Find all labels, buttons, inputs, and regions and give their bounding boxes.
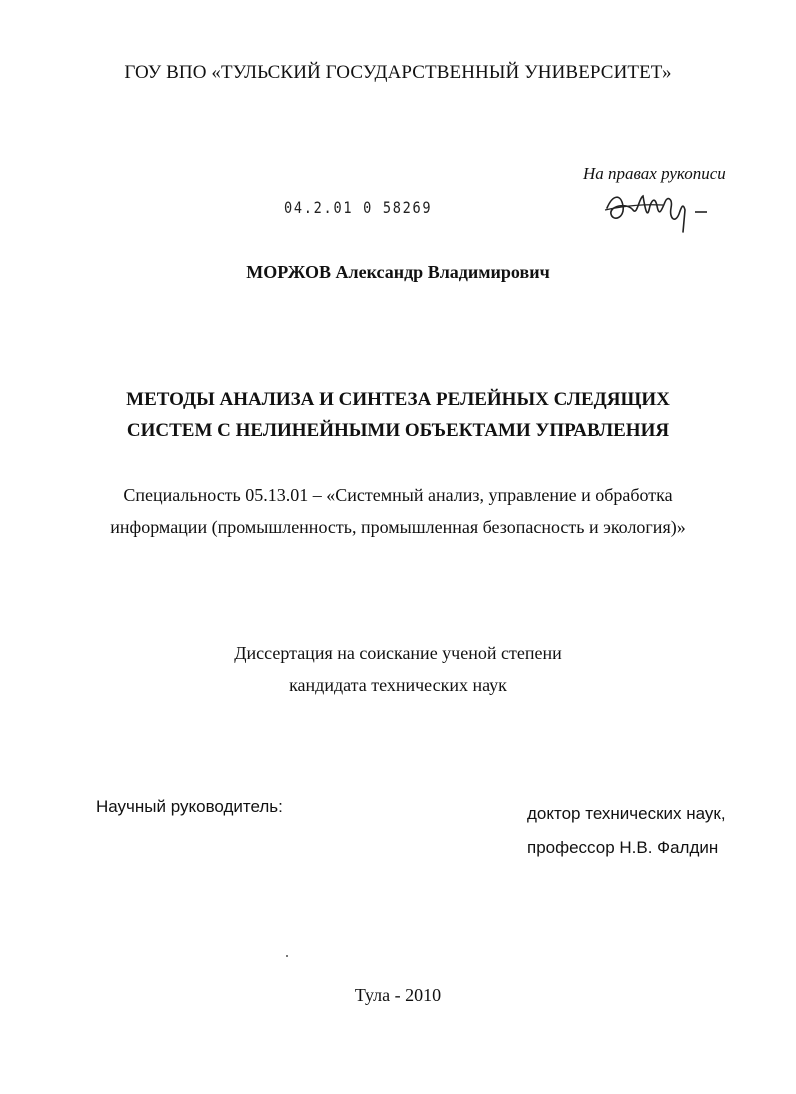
supervisor-info [527,797,726,865]
manuscript-note: На правах рукописи [583,164,726,183]
specialty-line-2: информации (промышленность, промышленная безопасность и экология)» [110,517,686,537]
author-name: МОРЖОВ Александр Владимирович [246,262,550,282]
degree-line-2: кандидата технических наук [289,675,507,695]
specialty [0,479,796,543]
degree-line-1: Диссертация на соискание ученой степени [234,643,562,663]
dissertation-title [0,384,796,446]
supervisor-name: профессор Н.В. Фалдин [527,838,719,857]
handwritten-signature [603,188,713,236]
specialty-line-1: Специальность 05.13.01 – «Системный анализ, управление и обработка [123,485,673,505]
title-line-1: МЕТОДЫ АНАЛИЗА И СИНТЕЗА РЕЛЕЙНЫХ СЛЕДЯЩИХ [126,389,670,410]
supervisor-label: Научный руководитель: [96,797,283,816]
supervisor-title: доктор технических наук, [527,804,726,823]
university-name: ГОУ ВПО «ТУЛЬСКИЙ ГОСУДАРСТВЕННЫЙ УНИВЕРСИТЕТ» [124,62,672,83]
city-year: Тула - 2010 [354,985,442,1005]
registration-stamp: 04.2.01 0 58269 [284,198,433,217]
title-line-2: СИСТЕМ С НЕЛИНЕЙНЫМИ ОБЪЕКТАМИ УПРАВЛЕНИЯ [126,420,670,441]
degree-statement [0,637,796,701]
scan-speck [286,955,288,957]
